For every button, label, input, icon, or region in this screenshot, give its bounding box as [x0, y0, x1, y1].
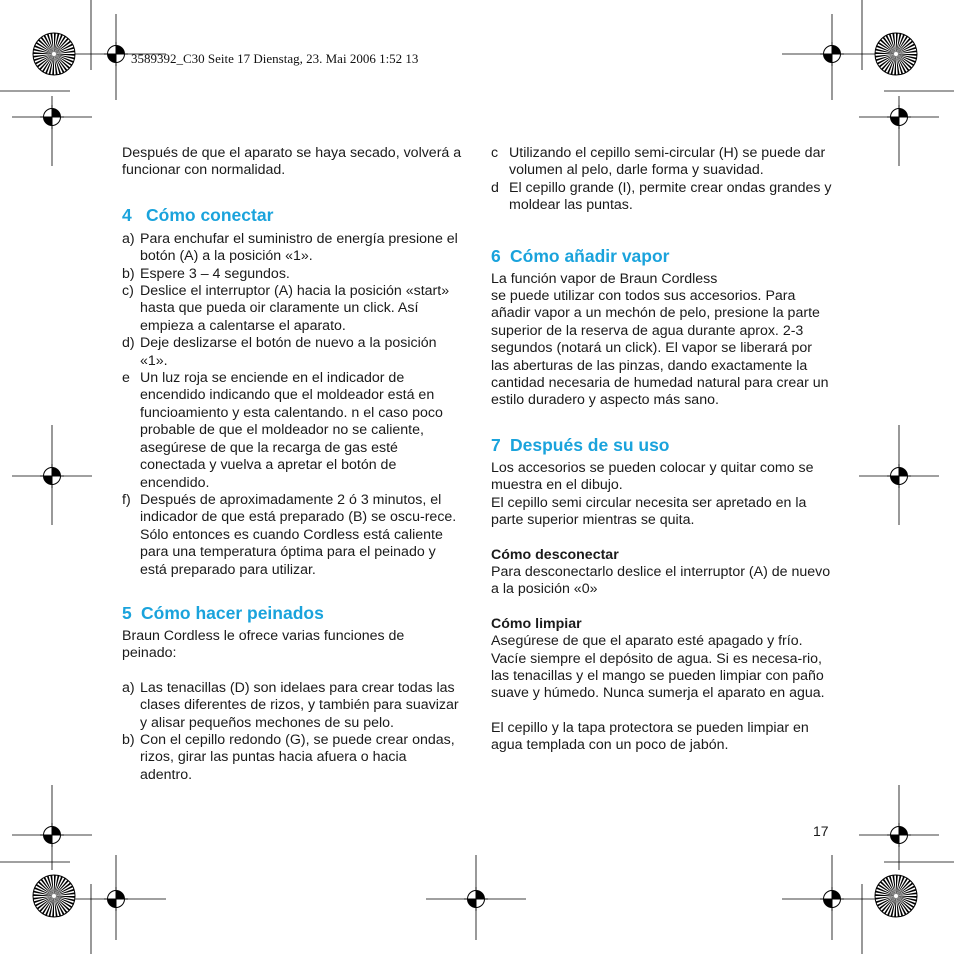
list-text: Espere 3 – 4 segundos.	[140, 265, 290, 282]
section-7-p1: Los accesorios se pueden colocar y quitar como se muestra en el dibujo.	[491, 459, 814, 494]
list-item	[122, 492, 462, 579]
continued-list	[491, 145, 833, 215]
section-7-p5: El cepillo y la tapa protectora se pueden limpiar en agua templada con un poco de jabón.	[491, 719, 809, 754]
list-item	[122, 283, 462, 335]
section-title: Cómo añadir vapor	[510, 245, 670, 266]
list-text: El cepillo grande (I), permite crear ondas grandes y moldear las puntas.	[509, 179, 832, 214]
section-6-heading	[491, 245, 833, 267]
list-text: Utilizando el cepillo semi-circular (H) se puede dar volumen al pelo, darle forma y suavidad.	[509, 145, 826, 179]
list-text: Deslice el interruptor (A) hacia la posición «start» hasta que pueda oir claramente un click. Así empieza a calentarse el aparato.	[140, 283, 450, 334]
section-7-p3: Para desconectarlo deslice el interruptor (A) de nuevo a la posición «0»	[491, 563, 831, 598]
section-7-p2: El cepillo semi circular necesita ser apretado en la parte superior mientras se quita.	[491, 494, 807, 529]
list-item	[122, 335, 462, 370]
starburst-target-icon	[33, 875, 75, 917]
list-item	[122, 680, 462, 732]
list-item	[122, 266, 462, 283]
section-5-list	[122, 680, 462, 784]
list-text: Con el cepillo redondo (G), se puede crear ondas, rizos, girar las puntas hacia afuera o hacia adentro.	[140, 731, 455, 783]
section-4-heading	[122, 204, 462, 226]
section-7-p4: Asegúrese de que el aparato esté apagado y frío. Vacíe siempre el depósito de agua. Si es necesa-rio, las tenacillas y el mango se pueden limpiar con paño suave y húmedo. Nunca sumerja el aparato en agua.	[491, 633, 825, 702]
section-title: Cómo hacer peinados	[141, 602, 324, 623]
section-6-body: se puede utilizar con todos sus accesorios. Para añadir vapor a un mechón de pelo, presione la parte superior de la reserva de agua durante aprox. 2-3 segundos (notará un click). El vapor se liberará por las aberturas de las pinzas, dando exactamente la cantidad necesaria de humedad natural para crear un estilo duradero y aspecto más sano.	[491, 288, 829, 409]
list-text: Un luz roja se enciende en el indicador de encendido indicando que el moldeador está en funcioamiento y esta calentando. n el caso poco probable de que el moldeador no se caliente, asegúrese de que la recarga de gas esté conectada y vuelva a apretar el botón de encendido.	[140, 370, 443, 491]
list-text: Para enchufar el suministro de energía presione el botón (A) a la posición «1».	[140, 230, 458, 265]
list-marker: f)	[122, 491, 131, 508]
left-column	[122, 145, 462, 784]
list-marker: d	[491, 179, 499, 196]
section-number: 4	[122, 204, 132, 225]
list-marker: c	[491, 145, 499, 161]
subheading-disconnect: Cómo desconectar	[491, 546, 619, 563]
list-marker: a)	[122, 679, 135, 696]
section-number: 6	[491, 245, 501, 266]
list-item	[122, 732, 462, 784]
section-title: Cómo conectar	[146, 204, 274, 225]
list-marker: d)	[122, 335, 135, 352]
section-5-heading	[122, 602, 462, 624]
print-slug: 3589392_C30 Seite 17 Dienstag, 23. Mai 2006 1:52 13	[131, 51, 419, 66]
list-text: Deje deslizarse el botón de nuevo a la posición «1».	[140, 335, 437, 369]
list-item	[491, 180, 833, 215]
list-marker: b)	[122, 265, 135, 282]
section-5-intro: Braun Cordless le ofrece varias funciones de peinado:	[122, 627, 405, 662]
page-number: 17	[813, 823, 829, 839]
section-4-list	[122, 231, 462, 579]
starburst-target-icon	[33, 33, 75, 75]
list-marker: a)	[122, 230, 135, 247]
section-6-line1: La función vapor de Braun Cordless	[491, 270, 718, 287]
starburst-target-icon	[875, 875, 917, 917]
list-marker: c)	[122, 283, 134, 300]
subheading-clean: Cómo limpiar	[491, 615, 582, 632]
list-item	[122, 231, 462, 266]
list-marker: e	[122, 370, 130, 387]
right-column	[491, 145, 833, 755]
section-number: 7	[491, 434, 501, 455]
list-item	[122, 370, 462, 492]
list-text: Las tenacillas (D) son idelaes para crear todas las clases diferentes de rizos, y también para suavizar y alisar pequeños mechones de su pelo.	[140, 679, 459, 731]
section-7-heading	[491, 434, 833, 456]
list-marker: b)	[122, 731, 135, 748]
section-title: Después de su uso	[510, 434, 670, 455]
starburst-target-icon	[875, 33, 917, 75]
intro-paragraph: Después de que el aparato se haya secado, volverá a funcionar con normalidad.	[122, 145, 462, 179]
section-number: 5	[122, 602, 132, 623]
list-text: Después de aproximadamente 2 ó 3 minutos, el indicador de que está preparado (B) se oscu-rece. Sólo entonces es cuando Cordless está caliente para una temperatura óptima para el peinado y está preparado para utilizar.	[140, 491, 457, 578]
list-item	[491, 145, 833, 180]
